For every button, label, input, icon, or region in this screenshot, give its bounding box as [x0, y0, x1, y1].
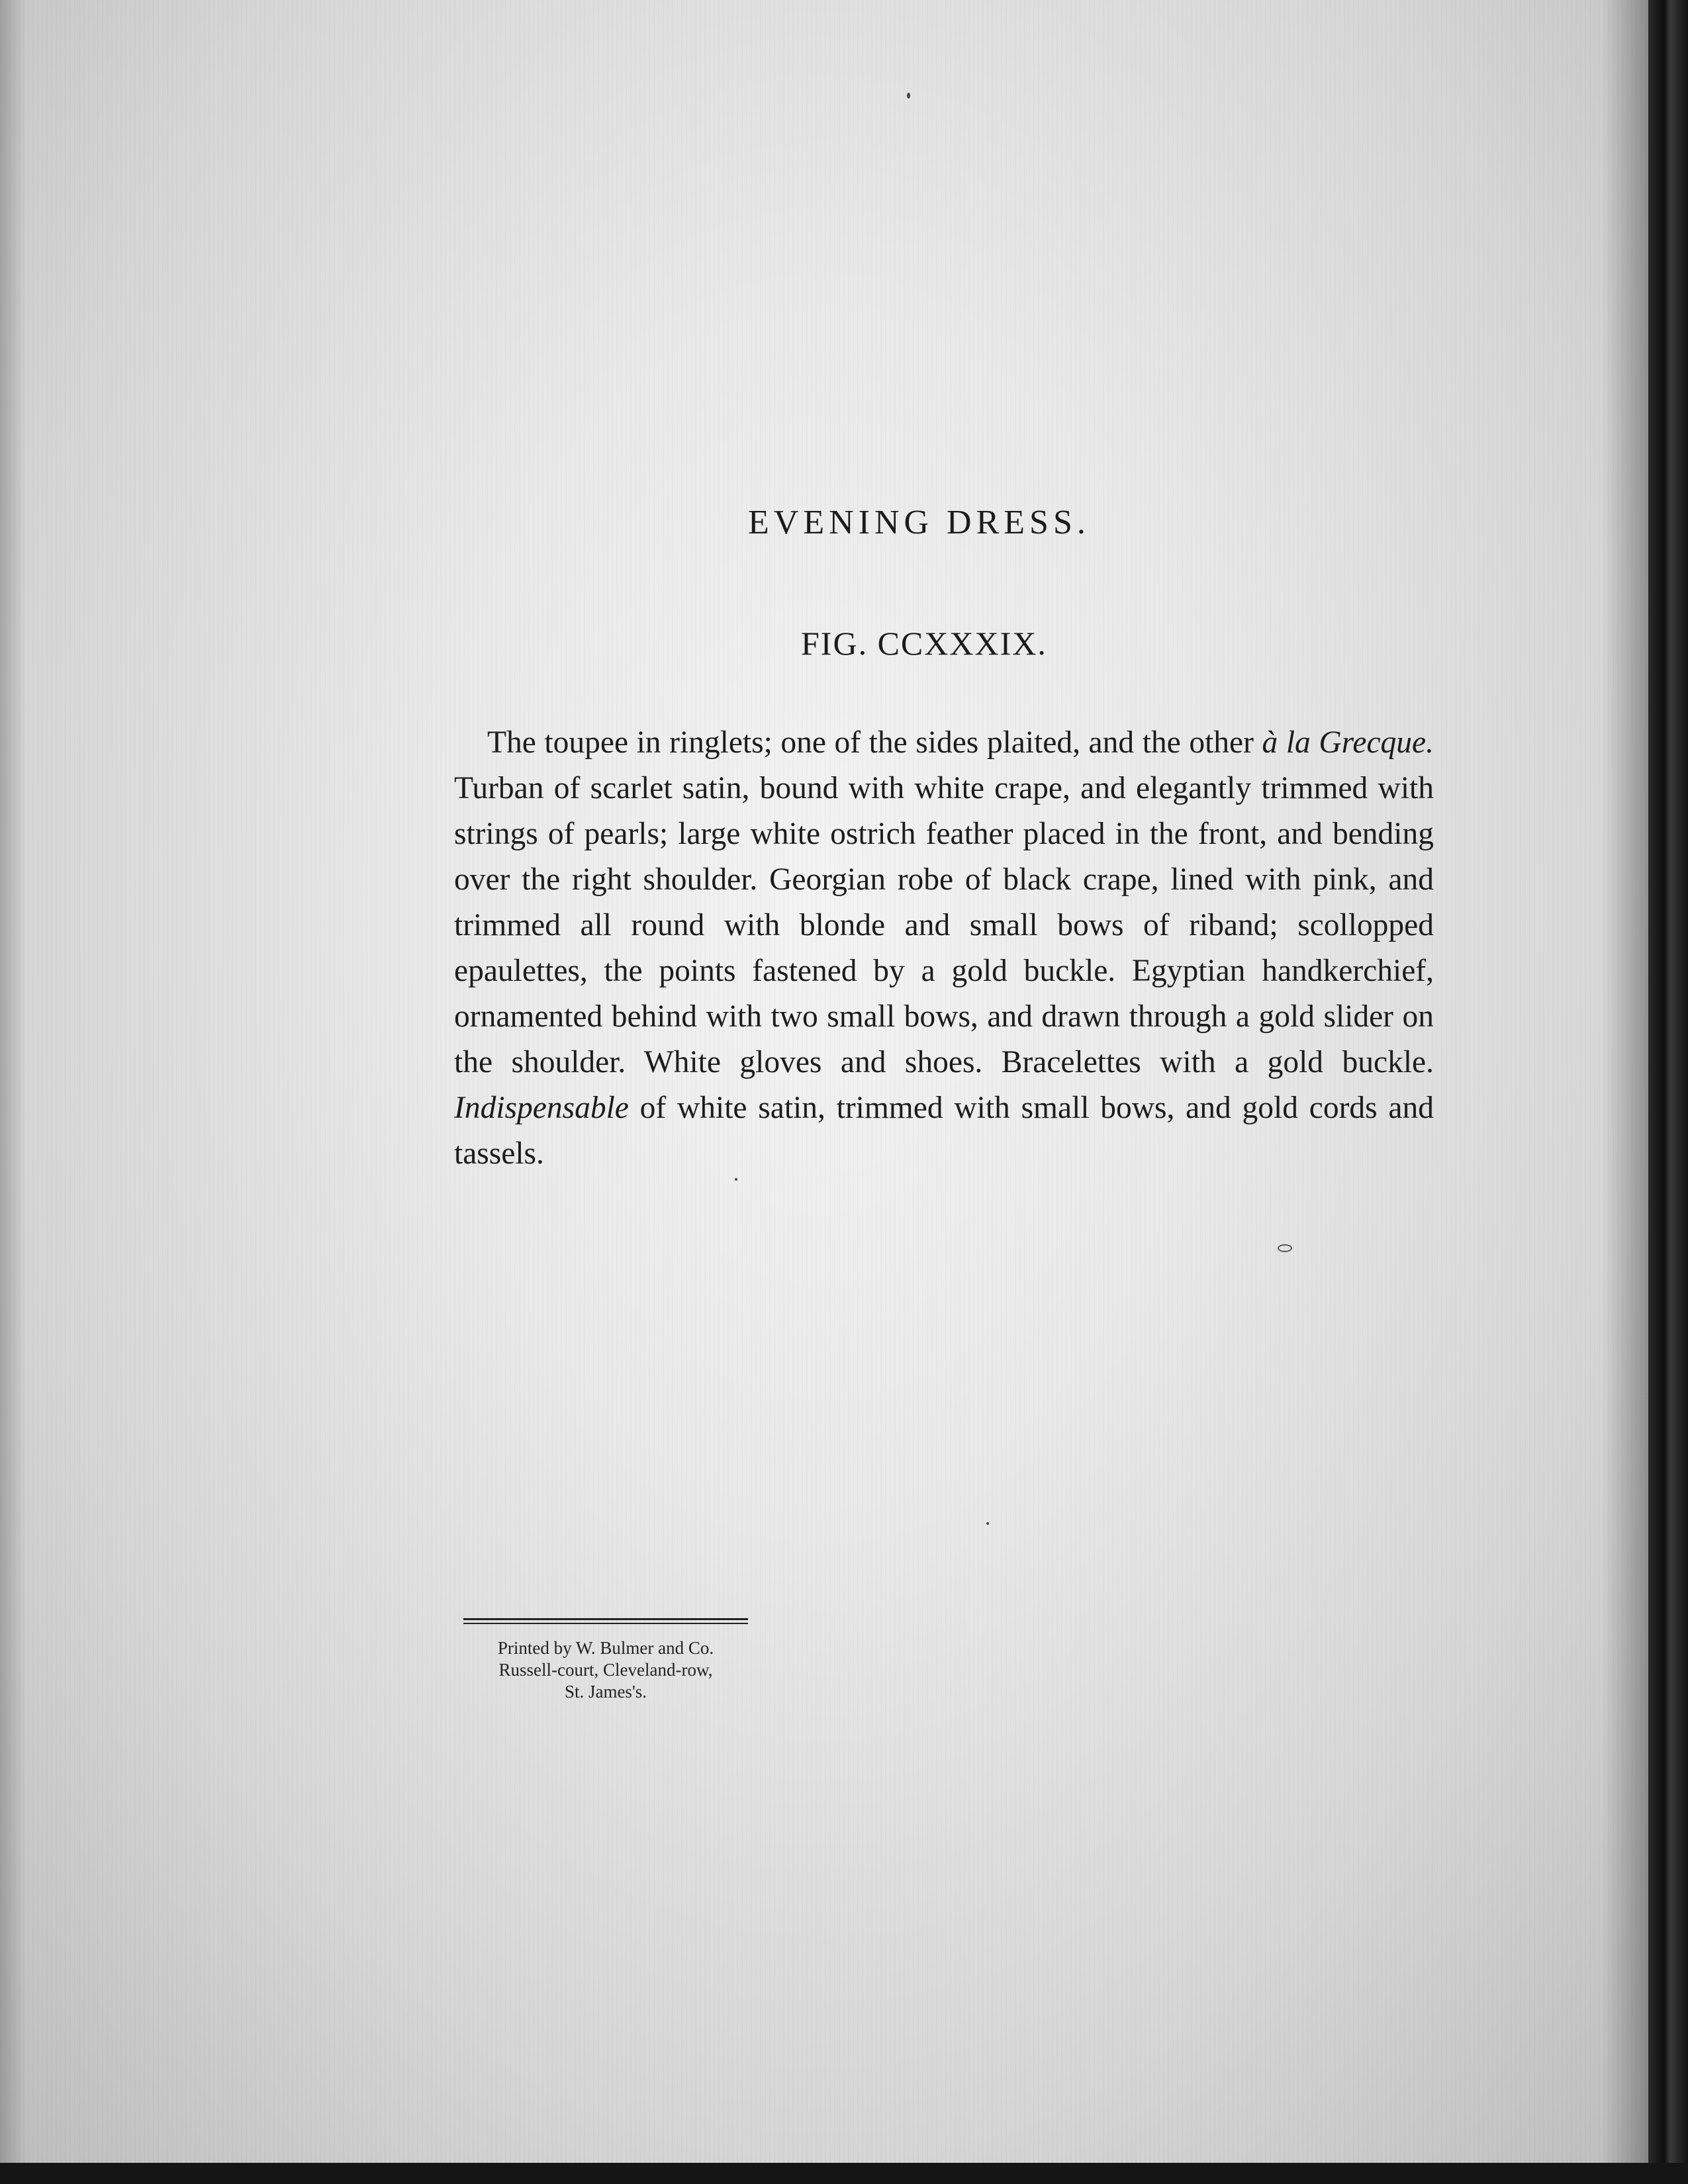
- imprint-line-1: Printed by W. Bulmer and Co.: [497, 1638, 714, 1658]
- printer-imprint: [457, 1637, 755, 1703]
- section-heading: EVENING DRESS.: [748, 504, 1090, 541]
- imprint-line-2: Russell-court, Cleveland-row,: [498, 1660, 713, 1680]
- scan-bottom-edge: [0, 2163, 1688, 2184]
- book-binding-edge: [1648, 0, 1688, 2184]
- paragraph-text-1: The toupee in ringlets; one of the sides plaited, and the other: [487, 725, 1262, 760]
- imprint-rule: [463, 1618, 748, 1624]
- paragraph-italic-1: à la Grecque.: [1262, 725, 1434, 760]
- left-edge-shadow: [0, 0, 26, 2164]
- figure-number: FIG. CCXXXIX.: [801, 625, 1047, 662]
- ink-speck: [735, 1178, 737, 1181]
- paragraph-text-3: of white satin, trimmed with small bows, and gold cords and tassels.: [454, 1090, 1434, 1171]
- ink-speck: [907, 93, 910, 99]
- ink-speck: [986, 1522, 989, 1525]
- paragraph-text-2: Turban of scarlet satin, bound with white crape, and elegantly trimmed with strings of pearls; large white ostrich feather placed in the front, and bending over the right shoulder. Georgian robe of black crape, lined with pink, and trimmed all round with blonde and small bows of riband; scollopped epaulettes, the points fastened by a gold buckle. Egyptian handkerchief, ornamented behind with two small bows, and drawn through a gold slider on the shoulder. White gloves and shoes. Bracelettes with a gold buckle.: [454, 770, 1434, 1079]
- right-edge-shadow: [1602, 0, 1648, 2164]
- ink-speck: [1278, 1244, 1292, 1252]
- description-paragraph: [454, 720, 1434, 1177]
- imprint-line-3: St. James's.: [564, 1682, 647, 1702]
- paragraph-italic-2: Indispensable: [454, 1090, 629, 1125]
